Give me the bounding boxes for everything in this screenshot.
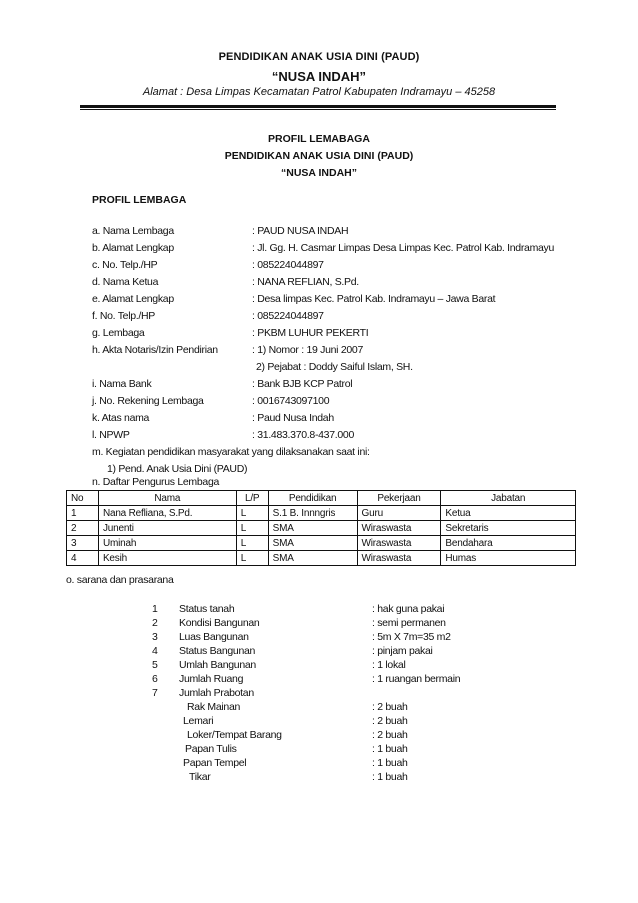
field-label: h. Akta Notaris/Izin Pendirian: [92, 344, 218, 356]
sarana-item-value: : 1 lokal: [372, 659, 406, 671]
field-value: : 085224044897: [252, 259, 324, 271]
header-name: “NUSA INDAH”: [271, 69, 367, 84]
field-value: : PAUD NUSA INDAH: [252, 225, 349, 237]
perabot-label: Papan Tempel: [183, 757, 247, 769]
table-cell: L: [236, 536, 268, 551]
column-header: No: [67, 491, 99, 506]
sarana-item-no: 7: [152, 687, 158, 699]
sarana-item-value: : 1 ruangan bermain: [372, 673, 461, 685]
profile-heading-line3: “NUSA INDAH”: [280, 167, 358, 179]
pengurus-title: n. Daftar Pengurus Lembaga: [92, 476, 220, 488]
sarana-item-no: 2: [152, 617, 158, 629]
field-value: : NANA REFLIAN, S.Pd.: [252, 276, 359, 288]
table-cell: Uminah: [98, 536, 236, 551]
table-header-row: [67, 491, 576, 506]
field-label: j. No. Rekening Lembaga: [92, 395, 204, 407]
table-cell: Nana Refliana, S.Pd.: [98, 506, 236, 521]
perabot-value: : 1 buah: [372, 743, 408, 755]
sarana-item-no: 3: [152, 631, 158, 643]
field-label: g. Lembaga: [92, 327, 145, 339]
perabot-value: : 2 buah: [372, 729, 408, 741]
sarana-item-label: Status tanah: [179, 603, 235, 615]
sarana-item-value: : 5m X 7m=35 m2: [372, 631, 451, 643]
column-header: Pekerjaan: [357, 491, 441, 506]
profile-heading-line2: PENDIDIKAN ANAK USIA DINI (PAUD): [224, 150, 414, 162]
sarana-item-label: Luas Bangunan: [179, 631, 249, 643]
sarana-item-label: Jumlah Ruang: [179, 673, 244, 685]
table-cell: L: [236, 521, 268, 536]
table-row: [67, 521, 576, 536]
table-cell: 3: [67, 536, 99, 551]
field-label: e. Alamat Lengkap: [92, 293, 174, 305]
header-institution: PENDIDIKAN ANAK USIA DINI (PAUD): [218, 51, 420, 63]
kegiatan-item: 1) Pend. Anak Usia Dini (PAUD): [107, 463, 248, 475]
column-header: L/P: [236, 491, 268, 506]
field-value: : 31.483.370.8-437.000: [252, 429, 354, 441]
sarana-item-no: 1: [152, 603, 158, 615]
table-row: [67, 551, 576, 566]
perabot-label: Loker/Tempat Barang: [187, 729, 282, 741]
table-cell: 2: [67, 521, 99, 536]
field-value: 2) Pejabat : Doddy Saiful Islam, SH.: [256, 361, 413, 373]
field-value: : Desa limpas Kec. Patrol Kab. Indramayu – Jawa Barat: [252, 293, 496, 305]
kegiatan-label: m. Kegiatan pendidikan masyarakat yang dilaksanakan saat ini:: [92, 446, 370, 458]
field-value: : Bank BJB KCP Patrol: [252, 378, 353, 390]
table-cell: Humas: [441, 551, 576, 566]
sarana-item-label: Jumlah Prabotan: [179, 687, 254, 699]
table-cell: Ketua: [441, 506, 576, 521]
perabot-value: : 1 buah: [372, 757, 408, 769]
table-cell: L: [236, 506, 268, 521]
table-cell: Bendahara: [441, 536, 576, 551]
field-value: : Paud Nusa Indah: [252, 412, 334, 424]
column-header: Nama: [98, 491, 236, 506]
field-value: : Jl. Gg. H. Casmar Limpas Desa Limpas Kec. Patrol Kab. Indramayu: [252, 242, 555, 254]
perabot-label: Rak Mainan: [187, 701, 241, 713]
table-row: [67, 506, 576, 521]
sarana-item-value: : hak guna pakai: [372, 603, 445, 615]
perabot-value: : 1 buah: [372, 771, 408, 783]
table-cell: Wiraswasta: [357, 521, 441, 536]
profile-heading-line1: PROFIL LEMABAGA: [268, 133, 370, 145]
field-label: a. Nama Lembaga: [92, 225, 174, 237]
field-label: c. No. Telp./HP: [92, 259, 158, 271]
field-label: k. Atas nama: [92, 412, 150, 424]
perabot-label: Papan Tulis: [185, 743, 237, 755]
header-divider-thin: [80, 109, 556, 110]
field-value: : PKBM LUHUR PEKERTI: [252, 327, 369, 339]
table-cell: Wiraswasta: [357, 536, 441, 551]
table-cell: L: [236, 551, 268, 566]
pengurus-table: [66, 490, 576, 566]
perabot-label: Lemari: [183, 715, 214, 727]
sarana-item-value: : semi permanen: [372, 617, 446, 629]
table-cell: Wiraswasta: [357, 551, 441, 566]
sarana-item-label: Umlah Bangunan: [179, 659, 256, 671]
field-label: f. No. Telp./HP: [92, 310, 156, 322]
table-cell: Sekretaris: [441, 521, 576, 536]
table-cell: Junenti: [98, 521, 236, 536]
sarana-item-no: 5: [152, 659, 158, 671]
perabot-value: : 2 buah: [372, 715, 408, 727]
sarana-item-no: 4: [152, 645, 158, 657]
field-label: i. Nama Bank: [92, 378, 152, 390]
header-address: Alamat : Desa Limpas Kecamatan Patrol Kabupaten Indramayu – 45258: [142, 86, 496, 98]
table-row: [67, 536, 576, 551]
header-divider: [80, 105, 556, 108]
table-cell: Kesih: [98, 551, 236, 566]
field-label: l. NPWP: [92, 429, 130, 441]
table-cell: SMA: [268, 521, 357, 536]
sarana-item-label: Status Bangunan: [179, 645, 256, 657]
sarana-item-no: 6: [152, 673, 158, 685]
column-header: Pendidikan: [268, 491, 357, 506]
field-label: d. Nama Ketua: [92, 276, 159, 288]
table-cell: S.1 B. Innngris: [268, 506, 357, 521]
field-value: : 1) Nomor : 19 Juni 2007: [252, 344, 363, 356]
table-cell: 1: [67, 506, 99, 521]
sarana-item-label: Kondisi Bangunan: [179, 617, 260, 629]
perabot-label: Tikar: [189, 771, 211, 783]
field-label: b. Alamat Lengkap: [92, 242, 174, 254]
column-header: Jabatan: [441, 491, 576, 506]
table-cell: 4: [67, 551, 99, 566]
table-cell: Guru: [357, 506, 441, 521]
field-value: : 085224044897: [252, 310, 324, 322]
sarana-item-value: : pinjam pakai: [372, 645, 433, 657]
sarana-title: o. sarana dan prasarana: [66, 574, 174, 586]
table-cell: SMA: [268, 551, 357, 566]
perabot-value: : 2 buah: [372, 701, 408, 713]
section-title: PROFIL LEMBAGA: [92, 194, 187, 206]
table-cell: SMA: [268, 536, 357, 551]
field-value: : 0016743097100: [252, 395, 330, 407]
